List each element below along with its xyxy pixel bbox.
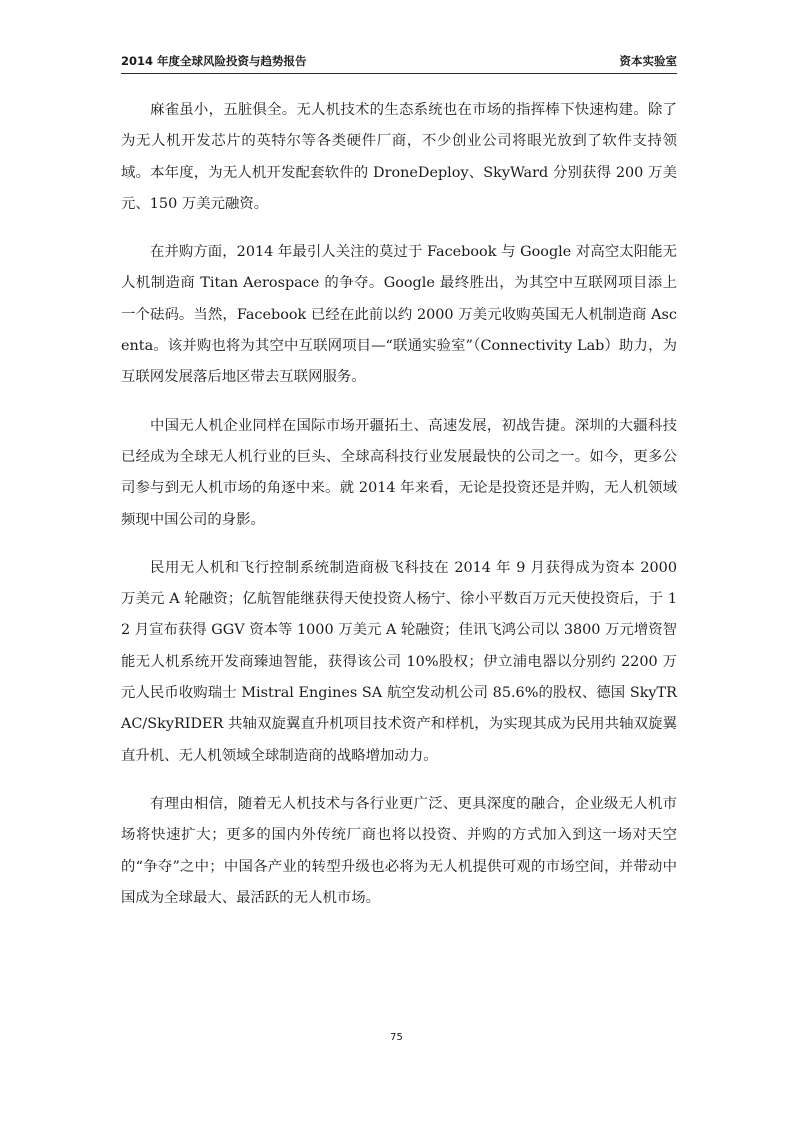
- body-text: [121, 95, 677, 931]
- paragraph-outlook: 有理由相信，随着无人机技术与各行业更广泛、更具深度的融合，企业级无人机市场将快速扩大；更多的国内外传统厂商也将以投资、并购的方式加入到这一场对天空的“争夺”之中；中国各产业的转型升级也必将为无人机提供可观的市场空间，并带动中国成为全球最大、最活跃的无人机市场。: [121, 795, 677, 906]
- paragraph-acquisitions: 在并购方面，2014 年最引人关注的莫过于 Facebook 与 Google 对高空太阳能无人机制造商 Titan Aerospace 的争夺。Google 最终胜出，为其空中互联网项目添上一个砝码。当然，Facebook 已经在此前以约 2000 万美元收购英国无人机制造商 Ascenta。该并购也将为其空中互联网项目—“联通实验室”（Connectivity Lab）助力，为互联网发展落后地区带去互联网服务。: [121, 244, 677, 386]
- publisher-name: 资本实验室: [619, 54, 677, 68]
- paragraph-funding-deals: 民用无人机和飞行控制系统制造商极飞科技在 2014 年 9 月获得成为资本 2000 万美元 A 轮融资；亿航智能继获得天使投资人杨宁、徐小平数百万元天使投资后，于 12 月宣布获得 GGV 资本等 1000 万美元 A 轮融资；佳讯飞鸿公司以 3800 万元增资智能无人机系统开发商臻迪智能，获得该公司 10%股权；伊立浦电器以分别约 2200 万元人民币收购瑞士 Mistral Engines SA 航空发动机公司 85.6%的股权、德国 SkyTRAC/SkyRIDER 共轴双旋翼直升机项目技术资产和样机，为实现其成为民用共轴双旋翼直升机、无人机领域全球制造商的战略增加动力。: [121, 559, 677, 764]
- paragraph-ecosystem: 麻雀虽小，五脏俱全。无人机技术的生态系统也在市场的指挥棒下快速构建。除了为无人机开发芯片的英特尔等各类硬件厂商，不少创业公司将眼光放到了软件支持领域。本年度，为无人机开发配套软件的 DroneDeploy、SkyWard 分别获得 200 万美元、150 万美元融资。: [121, 102, 677, 212]
- page-header: [121, 50, 677, 74]
- page-number: 75: [390, 1032, 403, 1043]
- paragraph-china-companies: 中国无人机企业同样在国际市场开疆拓土、高速发展，初战告捷。深圳的大疆科技已经成为全球无人机行业的巨头、全球高科技行业发展最快的公司之一。如今，更多公司参与到无人机市场的角逐中来。就 2014 年来看，无论是投资还是并购，无人机领域频现中国公司的身影。: [121, 417, 677, 528]
- report-title: 2014 年度全球风险投资与趋势报告: [121, 54, 307, 68]
